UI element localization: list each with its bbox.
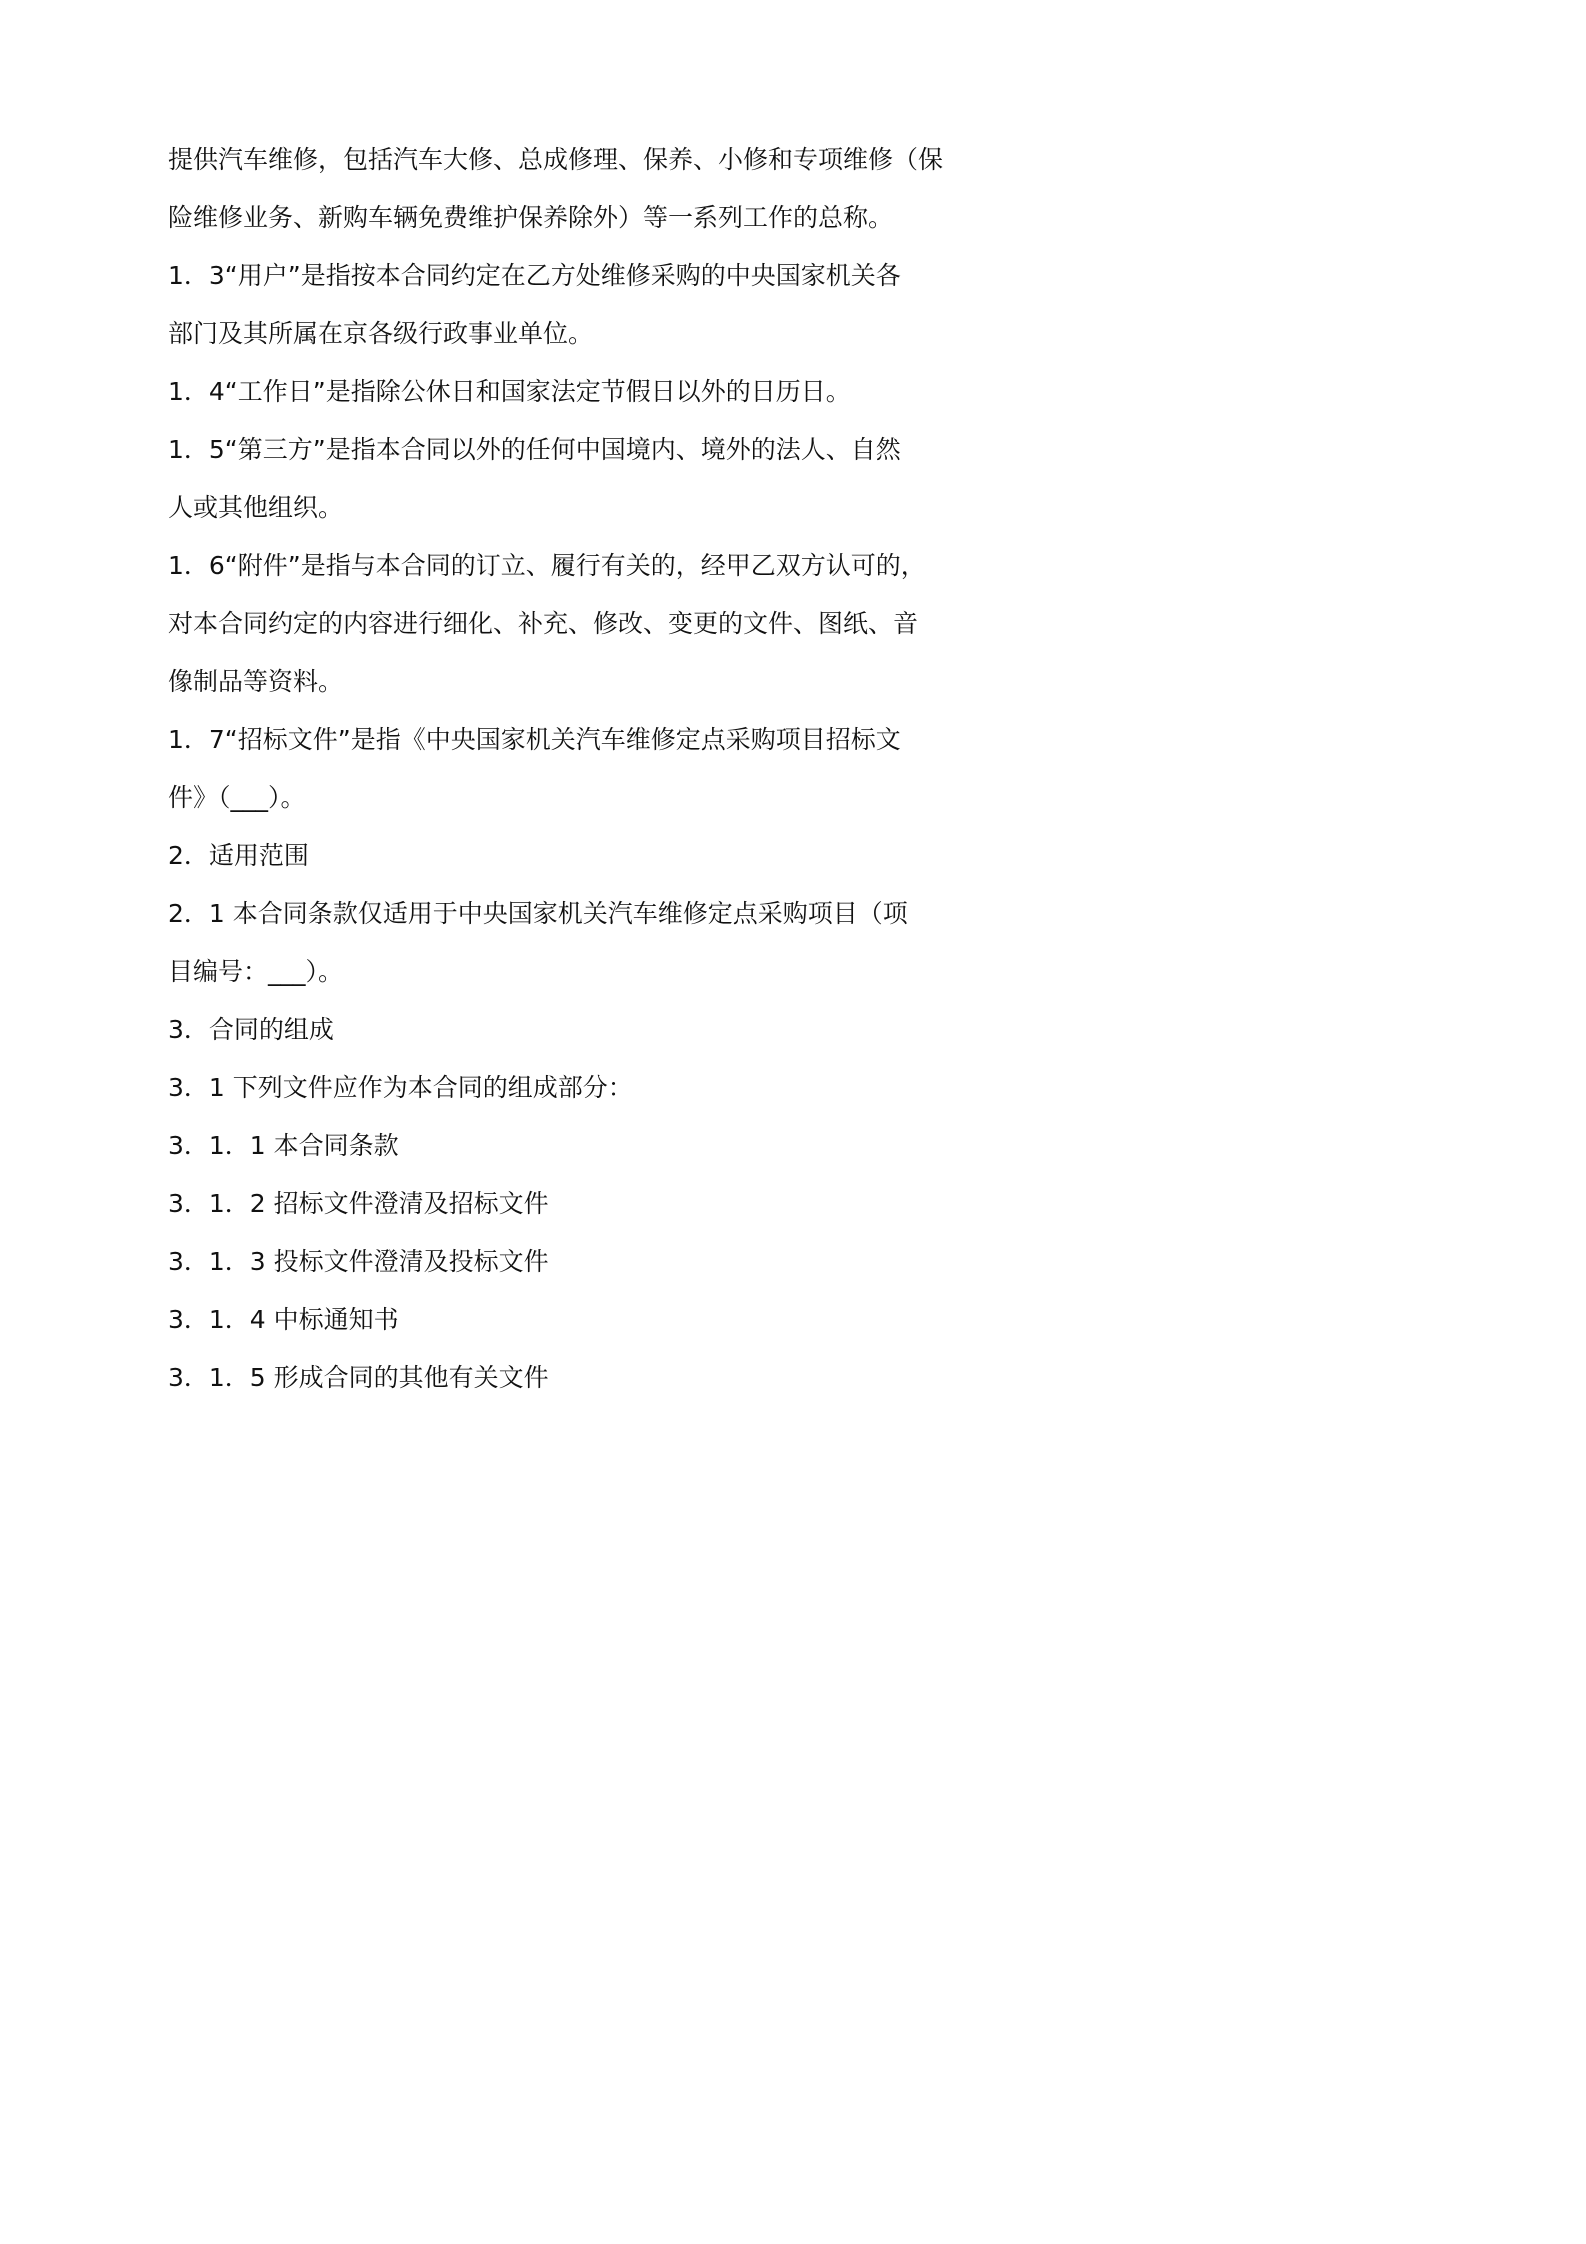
text-line: 1．3“用户”是指按本合同约定在乙方处维修采购的中央国家机关各: [168, 261, 901, 290]
text-line: 部门及其所属在京各级行政事业单位。: [168, 319, 594, 348]
text-line: 1．6“附件”是指与本合同的订立、履行有关的，经甲乙双方认可的，: [168, 551, 926, 580]
text-line: 人或其他组织。: [168, 493, 344, 522]
text-line: 2．1 本合同条款仅适用于中央国家机关汽车维修定点采购项目（项: [168, 899, 908, 928]
text-line: 目编号：___）。: [168, 957, 344, 986]
text-line: 1．4“工作日”是指除公休日和国家法定节假日以外的日历日。: [168, 377, 851, 406]
document-page: [0, 0, 1100, 1555]
text-line: 1．5“第三方”是指本合同以外的任何中国境内、境外的法人、自然: [168, 435, 901, 464]
section-heading: 2．适用范围: [168, 841, 309, 870]
text-line: 险维修业务、新购车辆免费维护保养除外）等一系列工作的总称。: [168, 203, 894, 232]
text-line: 1．7“招标文件”是指《中央国家机关汽车维修定点采购项目招标文: [168, 725, 901, 754]
text-line: 提供汽车维修，包括汽车大修、总成修理、保养、小修和专项维修（保: [168, 145, 944, 174]
text-line: 像制品等资料。: [168, 667, 344, 696]
list-item: 3．1．3 投标文件澄清及投标文件: [168, 1247, 549, 1276]
section-heading: 3．合同的组成: [168, 1015, 334, 1044]
list-item: 3．1．4 中标通知书: [168, 1305, 399, 1334]
document-body: [168, 140, 958, 1416]
text-line: 件》（___）。: [168, 783, 306, 812]
text-line: 3．1 下列文件应作为本合同的组成部分：: [168, 1073, 633, 1102]
text-line: 对本合同约定的内容进行细化、补充、修改、变更的文件、图纸、音: [168, 609, 919, 638]
list-item: 3．1．1 本合同条款: [168, 1131, 399, 1160]
list-item: 3．1．2 招标文件澄清及招标文件: [168, 1189, 549, 1218]
list-item: 3．1．5 形成合同的其他有关文件: [168, 1363, 549, 1392]
